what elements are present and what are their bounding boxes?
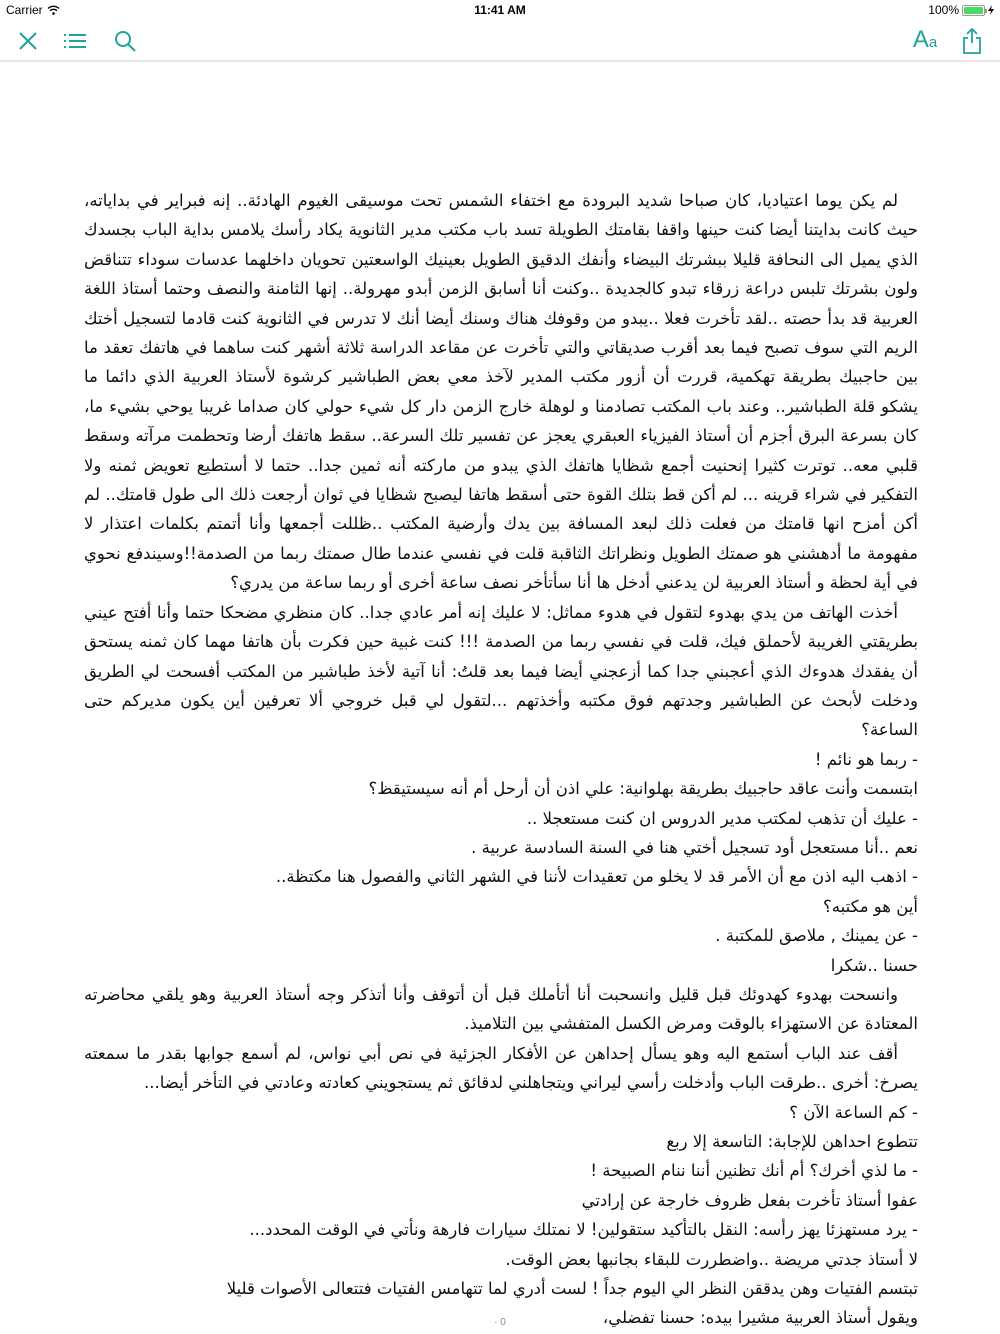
status-right (928, 3, 994, 17)
close-icon (18, 31, 38, 51)
paragraph: - ما لذي أخرك؟ أم أنك تظنين أننا ننام الصبيحة ! (590, 1161, 918, 1181)
table-of-contents-button[interactable] (60, 26, 90, 56)
paragraph: - عن يمينك , ملاصق للمكتبة . (715, 926, 918, 946)
paragraph: - عليك أن تذهب لمكتب مدير الدروس ان كنت مستعجلا .. (526, 808, 918, 828)
close-button[interactable] (13, 26, 43, 56)
share-button[interactable] (957, 26, 987, 56)
paragraph: عفوا أستاذ تأخرت بفعل ظروف خارجة عن إرادتي (581, 1190, 918, 1210)
paragraph: وانسحت بهدوء كهدوئك قبل قليل وانسحبت أنا أتأملك قبل أن أتوقف وأنا أتذكر وجه أستاذ العربية وهو يلقي محاضرته المعتادة عن الاستهزاء بالوقت ومرض الكسل المتفشي بين التلاميذ. (84, 984, 918, 1034)
paragraph: نعم ..أنا مستعجل أود تسجيل أختي هنا في السنة السادسة عربية . (471, 837, 918, 857)
clock: 11:41 AM (474, 3, 526, 17)
paragraph: تتطوع احداهن للإجابة: التاسعة إلا ربع (666, 1132, 918, 1151)
carrier-label: Carrier (6, 3, 43, 17)
paragraph: أقف عند الباب أستمع اليه وهو يسأل إحداهن عن الأفكار الجزئية في نص أبي نواس، لم أسمع جوابها بقدر ما سمعته يصرخ: أخرى ..طرقت الباب وأدخلت رأسي ليراني ويتجاهلني لدقائق ثم يستجويني كعادته وعادتي في التأخر أيضا... (84, 1043, 918, 1093)
table-of-contents-icon (63, 33, 87, 49)
charging-bolt-icon (988, 5, 994, 15)
paragraph: لم يكن يوما اعتياديا، كان صباحا شديد البرودة مع اختفاء الشمس تحت موسيقى الغيوم الهادئة.. إنه فبراير في بداياته، حيث كانت بدايتنا أيضا كنت حينها واقفا بقامتك الطويلة تسد باب مكتب مدير الثانوية يكاد رأسك يلامس بداية الباب بجسدك الذي يميل الى النحافة قليلا ببشرتك البيضاء وأنفك الدقيق الطويل بعينيك الواسعتين تحويان داخلهما عدسات سوداء تتناقض ولون بشرتك تلبس دراعة زرقاء تبدو كالجديدة ..وكنت أنا أسابق الزمن أبدو مهرولة.. إنها الثامنة والنصف وحتما أستاذ اللغة العربية قد بدأ حصته ..لقد تأخرت فعلا ..يبدو من وقوفك هناك وسنك أيضا أنك لا تدرس في الثانوية كنت قادما لتسجيل أختك الريم التي سوف تصبح فيما بعد أقرب صديقاتي والتي تأخرت عن مقاعد الدراسة ثلاثة أشهر كنت ساهما في هاتفك تعقد ما بين حاجبيك بطريقة تهكمية، قررت أن أزور مكتب المدير لآخذ معي بعض الطباشير كرشوة لأستاذ العربية الذي دائما ما يشكو قلة الطباشير.. وعند باب المكتب تصادمنا و لوهلة خارج الزمن دار كل شيء حولي كان صداما غريبا يوحي بشيء ما، كان بسرعة البرق أجزم أن أستاذ الفيزياء العبقري يعجز عن تفسير تلك السرعة.. سقط هاتفك أرضا وتحطمت مرآته وسقط قلبي معه.. توترت كثيرا إنحنيت أجمع شظايا هاتفك الذي يبدو من ماركته أنه ثمين جدا.. حتما لا أستطيع تعويض ثمنه ولا التفكير في شراء قرينه ... لم أكن قط بتلك القوة حتى أسقط هاتفا ليصبح شظايا في ثوان أرجعت ذلك الى طول قامتك.. لم أكن أمزح انها قامتك من فعلت ذلك لبعد المسافة بين يدك وأرضية المكتب ..ظللت أجمعها وأنا أتمتم بكلمات اعتذار لا مفهومة ما أدهشني هو صمتك الطويل ونظراتك الثاقبة قلت في نفسي عندما طال صمتك ربما من الصدمة!!وسيندفع نحوي في أية لحظة و أستاذ العربية لن يدعني أدخل ها أنا سأتأخر نصف ساعة أخرى أو ربما ساعة من يدري؟ (84, 191, 918, 593)
paragraph: لا أستاذ جدتي مريضة ..واضطررت للبقاء بجانبها بعض الوقت. (505, 1249, 918, 1269)
share-icon (962, 28, 982, 54)
paragraph: ويقول أستاذ العربية مشيرا بيده: حسنا تفضلي، (602, 1308, 918, 1328)
paragraph: - ربما هو نائم ! (814, 749, 918, 769)
paragraph: - يرد مستهزئا يهز رأسه: النقل بالتأكيد ستقولين! لا نمتلك سيارات فارهة ونأتي في الوقت المحدد... (249, 1220, 918, 1240)
paragraph: - كم الساعة الآن ؟ (789, 1102, 918, 1122)
battery-icon (962, 5, 985, 16)
search-icon (114, 30, 136, 52)
paragraph: ابتسمت وأنت عاقد حاجبيك بطريقة بهلوانية: علي اذن أن أرحل أم أنه سيستيقظ؟ (368, 779, 918, 799)
paragraph: أخذت الهاتف من يدي بهدوء لتقول في هدوء مماثل: لا عليك إنه أمر عادي جدا.. كان منظري مضحكا حتما وأنا أفتح عيني بطريقتي الغريبة لأحملق فيك، قلت في نفسي ربما من الصدمة !!! كنت غبية حين فكرت بأن هاتفا مهما كان ثمنه يستحق أن يفقدك هدوءك الذي أعجبني جدا كما أزعجني أيضا فيما بعد قلتُ: أنا آتية لأخذ طباشير من المكتب أفسحت لي الطريق ودخلت لأبحث عن الطباشير وجدتهم فوق مكتبه وأخذتهم ...لتقول لي قبل خروجي ألا تعرفين أين يكون مديركم حتى الساعة؟ (84, 602, 918, 740)
search-button[interactable] (110, 26, 140, 56)
reader-toolbar (0, 20, 1000, 62)
page-indicator: · 0 (494, 1317, 506, 1328)
font-settings-button[interactable] (908, 26, 942, 56)
paragraph: حسنا ..شكرا (830, 955, 918, 975)
status-bar (0, 0, 1000, 20)
battery-percent: 100% (928, 3, 959, 17)
font-settings-icon: Aa (912, 25, 938, 53)
paragraph: - اذهب اليه اذن مع أن الأمر قد لا يخلو من تعقيدات لأننا في الشهر الثاني والفصول هنا مكتظة.. (275, 867, 918, 887)
paragraph: تبتسم الفتيات وهن يدققن النظر الي اليوم جداً ! لست أدري لما تتهامس الفتيات فتتعالى الأصوات قليلا (226, 1279, 918, 1299)
paragraph: أين هو مكتبه؟ (823, 896, 918, 916)
book-content (84, 186, 918, 1333)
